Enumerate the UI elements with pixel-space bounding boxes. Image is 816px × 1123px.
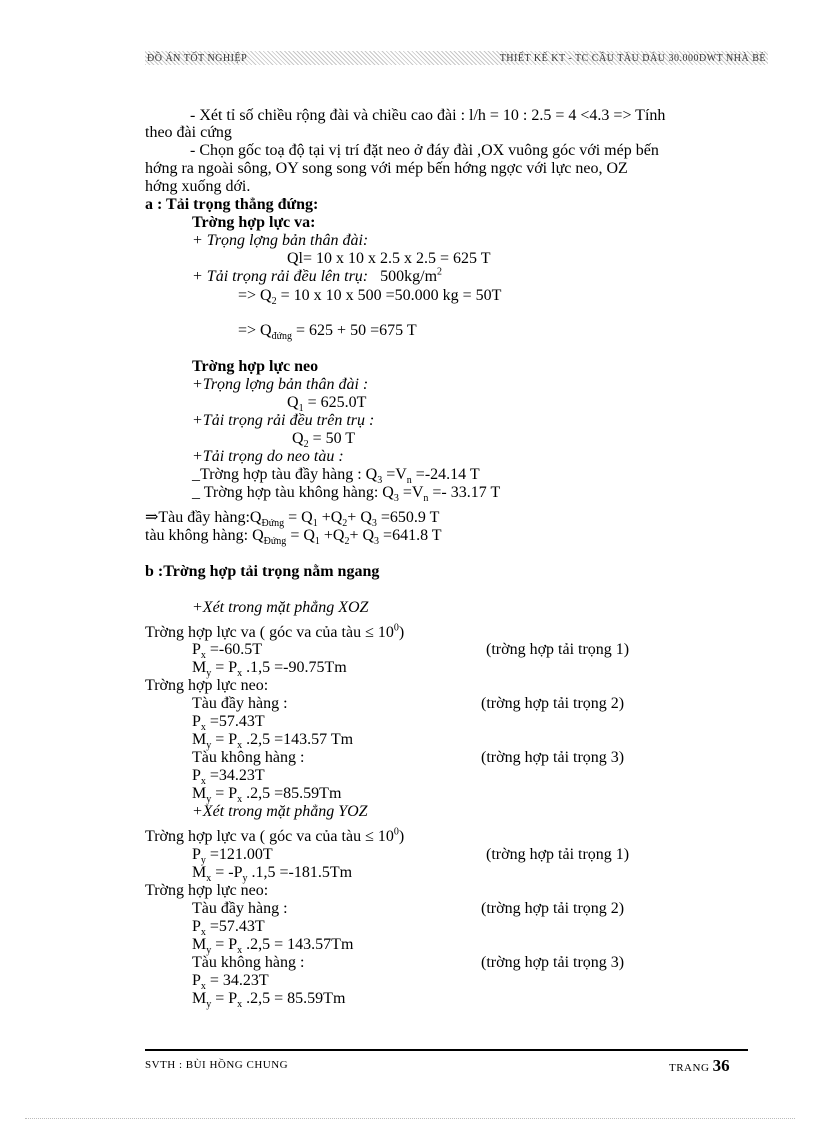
formula-line: $P_y =121.00T$ — [192, 846, 273, 867]
formula-line: $M_y = P_x$ .2,5 = 143.57Tm — [192, 936, 354, 957]
header-right-text: THIẾT KẾ KT - TC CẦU TÀU DÀU 30.000DWT NHÀ BÈ — [499, 53, 766, 64]
plane-heading-yoz: +Xét trong mặt phẳng YOZ — [192, 803, 368, 820]
formula-line: Trờng hợp lực neo: — [145, 882, 269, 899]
formula-line: +Tải trọng rải đều trên trụ : — [192, 412, 375, 429]
formula-line: $M_y = P_x$ .2,5 = 85.59Tm — [192, 990, 346, 1011]
section-heading-b: b :Trờng hợp tải trọng nằm ngang — [145, 563, 380, 580]
paragraph-line: hớng xuống dới. — [145, 178, 251, 195]
paragraph-line: - Xét tỉ số chiều rộng đài và chiều cao đài : l/h = 10 : 2.5 = 4 <4.3 => Tính — [190, 107, 666, 124]
page-number: 36 — [712, 1056, 730, 1075]
formula-line: Tàu không hàng : — [192, 749, 305, 766]
formula-line: Trờng hợp lực va ( góc va của tàu ≤ $10^0$) — [145, 826, 405, 845]
footer-author: SVTH : BÙI HỒNG CHUNG — [145, 1059, 289, 1071]
page-bottom-edge — [25, 1118, 795, 1119]
formula-line: $P_x = 34.23T$ — [192, 972, 269, 993]
header-left-text: ĐỒ ÁN TỐT NGHIỆP — [147, 53, 248, 64]
formula-line: => $Q_{đứng} = 625 + 50 =675$ T — [238, 322, 417, 343]
case-label: (trờng hợp tải trọng 2) — [481, 900, 625, 917]
formula-line: => $Q_2 = 10$ x 10 x 500 =50.000 kg = 50T — [238, 287, 502, 308]
implies-arrow-icon: ⇒ — [145, 509, 159, 526]
formula-line: + Trọng lợng bản thân đài: — [192, 232, 369, 249]
section-heading-a: a : Tải trọng thẳng đứng: — [145, 196, 319, 213]
formula-line: $M_x = -P_y$ .1,5 =-181.5Tm — [192, 864, 353, 885]
formula-line: _Trờng hợp tàu đầy hàng : $Q_3 =V_n =-24.14$ T — [192, 466, 480, 487]
formula-line: Tàu đầy hàng : — [192, 695, 288, 712]
case-label: (trờng hợp tải trọng 3) — [481, 954, 625, 971]
footer-page — [669, 1056, 730, 1076]
formula-line: Tàu đầy hàng : — [192, 900, 288, 917]
case-label: (trờng hợp tải trọng 3) — [481, 749, 625, 766]
sum-line-empty: tàu không hàng: $Q_{Đứng} = Q_1 +Q_2+ Q_3 =641.8$ T — [145, 527, 442, 548]
formula-line: Ql= 10 x 10 x 2.5 x 2.5 = 625 T — [287, 250, 491, 267]
case-label: (trờng hợp tải trọng 1) — [486, 641, 630, 658]
paragraph-line: - Chọn gốc toạ độ tại vị trí đặt neo ở đáy đài ,OX vuông góc với mép bến — [190, 142, 659, 159]
formula-line: Trờng hợp lực neo: — [145, 677, 269, 694]
formula-line: $Q_2 = 50$ T — [292, 430, 356, 451]
formula-line: $P_x =34.23T$ — [192, 767, 265, 788]
formula-line: $M_y = P_x$ .2,5 =143.57 Tm — [192, 731, 354, 752]
footer-page-label: TRANG — [669, 1062, 710, 1074]
formula-line: +Trọng lợng bản thân đài : — [192, 376, 369, 393]
case-label: (trờng hợp tải trọng 1) — [486, 846, 630, 863]
sum-line-full: ⇒Tàu đầy $hàng:Q_{Đứng} = Q_1 +Q_2+ Q_3 =650.9$ T — [145, 509, 440, 530]
formula-line: Tàu không hàng : — [192, 954, 305, 971]
page-header — [145, 51, 768, 65]
formula-line: $M_y = P_x$ .2,5 =85.59Tm — [192, 785, 342, 806]
footer-rule — [145, 1049, 748, 1051]
paragraph-line: hớng ra ngoài sông, OY song song với mép bến hớng ngợc với lực neo, OZ — [145, 160, 628, 177]
formula-line: _ Trờng hợp tàu không hàng: $Q_3 =V_n =- 33.17$ T — [192, 484, 501, 505]
subsection-heading-neo: Trờng hợp lực neo — [192, 358, 319, 375]
formula-line: Trờng hợp lực va ( góc va của tàu ≤ $10^0$) — [145, 622, 405, 641]
formula-line: +Tải trọng do neo tàu : — [192, 448, 344, 465]
formula-line: $M_y = P_x$ .1,5 =-90.75Tm — [192, 659, 347, 680]
formula-line: $P_x =-60.5T$ — [192, 641, 263, 662]
formula-line: $P_x =57.43T$ — [192, 713, 265, 734]
case-label: (trờng hợp tải trọng 2) — [481, 695, 625, 712]
plane-heading-xoz: +Xét trong mặt phẳng XOZ — [192, 599, 369, 616]
formula-line: + Tải trọng rải đều lên trụ: $500kg/m^2$ — [192, 266, 443, 285]
formula-line: $P_x =57.43T$ — [192, 918, 265, 939]
paragraph-line: theo đài cứng — [145, 124, 232, 141]
formula-line: $Q_1 = 625.0T$ — [287, 394, 367, 415]
subsection-heading-va: Trờng hợp lực va: — [192, 214, 316, 231]
